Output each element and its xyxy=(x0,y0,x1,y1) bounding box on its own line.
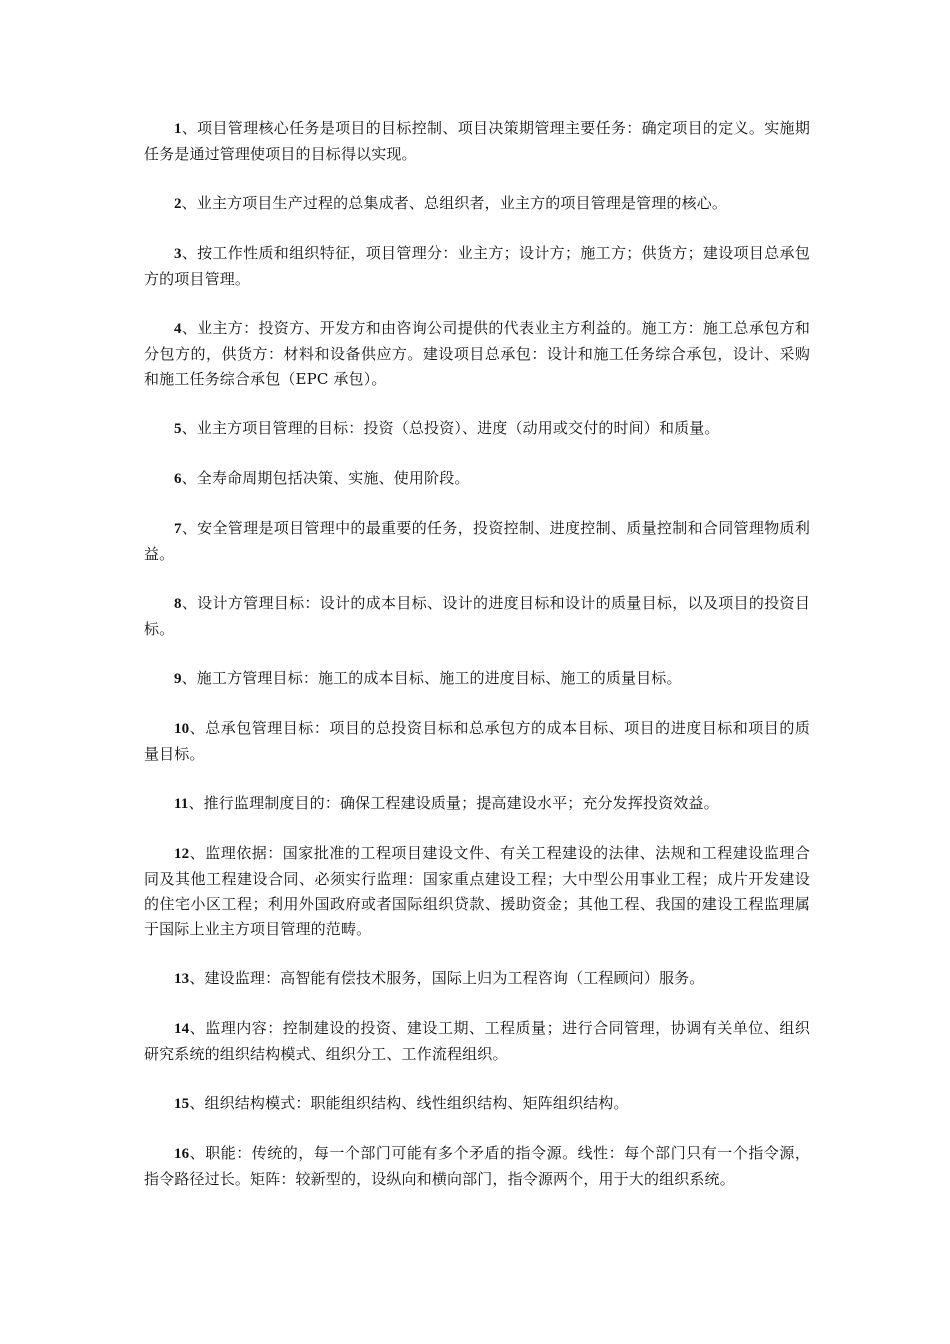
paragraph-text: 、监理内容：控制建设的投资、建设工期、工程质量；进行合同管理，协调有关单位、组织研究系统的组织结构模式、组织分工、工作流程组织。 xyxy=(144,1019,810,1063)
paragraph-2 xyxy=(144,191,810,217)
paragraph-13 xyxy=(144,966,810,992)
item-number: 13 xyxy=(174,971,190,987)
item-number: 16 xyxy=(174,1146,190,1162)
paragraph-text: 、监理依据：国家批准的工程项目建设文件、有关工程建设的法律、法规和工程建设监理合同及其他工程建设合同、必须实行监理：国家重点建设工程；大中型公用事业工程；成片开发建设的住宅小区工程；利用外国政府或者国际组织贷款、援助资金；其他工程、我国的建设工程监理属于国际上业主方项目管理的范畴。 xyxy=(144,844,810,938)
paragraph-4 xyxy=(144,316,810,392)
paragraph-14 xyxy=(144,1016,810,1067)
paragraph-1 xyxy=(144,116,810,167)
paragraph-8 xyxy=(144,591,810,642)
item-number: 9 xyxy=(174,671,182,687)
document-page xyxy=(144,116,810,1216)
paragraph-text: 、全寿命周期包括决策、实施、使用阶段。 xyxy=(181,469,470,487)
paragraph-12 xyxy=(144,841,810,942)
paragraph-16 xyxy=(144,1141,810,1192)
item-number: 8 xyxy=(174,596,182,612)
paragraph-text: 、业主方：投资方、开发方和由咨询公司提供的代表业主方利益的。施工方：施工总承包方和分包方的，供货方：材料和设备供应方。建设项目总承包：设计和施工任务综合承包，设计、采购和施工任务综合承包（EPC 承包）。 xyxy=(144,319,810,388)
item-number: 12 xyxy=(174,846,190,862)
paragraph-text: 、项目管理核心任务是项目的目标控制、项目决策期管理主要任务：确定项目的定义。实施期任务是通过管理使项目的目标得以实现。 xyxy=(144,119,810,163)
paragraph-text: 、按工作性质和组织特征，项目管理分：业主方；设计方；施工方；供货方；建设项目总承包方的项目管理。 xyxy=(144,244,810,288)
paragraph-text: 、职能：传统的，每一个部门可能有多个矛盾的指令源。线性：每个部门只有一个指令源，指令路径过长。矩阵：较新型的，设纵向和横向部门，指令源两个，用于大的组织系统。 xyxy=(144,1144,810,1188)
item-number: 2 xyxy=(174,196,182,212)
item-number: 3 xyxy=(174,246,182,262)
item-number: 7 xyxy=(174,521,182,537)
paragraph-7 xyxy=(144,516,810,567)
item-number: 6 xyxy=(174,471,182,487)
item-number: 10 xyxy=(174,721,190,737)
paragraph-9 xyxy=(144,666,810,692)
item-number: 5 xyxy=(174,421,182,437)
item-number: 4 xyxy=(174,321,182,337)
item-number: 15 xyxy=(174,1096,190,1112)
paragraph-text: 、建设监理：高智能有偿技术服务，国际上归为工程咨询（工程顾问）服务。 xyxy=(189,969,705,987)
paragraph-text: 、推行监理制度目的：确保工程建设质量；提高建设水平；充分发挥投资效益。 xyxy=(188,794,719,812)
paragraph-text: 、组织结构模式：职能组织结构、线性组织结构、矩阵组织结构。 xyxy=(189,1094,629,1112)
paragraph-10 xyxy=(144,716,810,767)
item-number: 1 xyxy=(174,121,182,137)
paragraph-6 xyxy=(144,466,810,492)
paragraph-11 xyxy=(144,791,810,817)
item-number: 14 xyxy=(174,1021,190,1037)
paragraph-text: 、业主方项目管理的目标：投资（总投资）、进度（动用或交付的时间）和质量。 xyxy=(181,419,720,437)
paragraph-15 xyxy=(144,1091,810,1117)
item-number: 11 xyxy=(174,796,189,812)
paragraph-text: 、业主方项目生产过程的总集成者、总组织者，业主方的项目管理是管理的核心。 xyxy=(181,194,728,212)
paragraph-5 xyxy=(144,416,810,442)
paragraph-text: 、总承包管理目标：项目的总投资目标和总承包方的成本目标、项目的进度目标和项目的质量目标。 xyxy=(144,719,810,763)
paragraph-text: 、安全管理是项目管理中的最重要的任务，投资控制、进度控制、质量控制和合同管理物质利益。 xyxy=(144,519,810,563)
paragraph-text: 、设计方管理目标：设计的成本目标、设计的进度目标和设计的质量目标，以及项目的投资目标。 xyxy=(144,594,810,638)
paragraph-3 xyxy=(144,241,810,292)
paragraph-text: 、施工方管理目标：施工的成本目标、施工的进度目标、施工的质量目标。 xyxy=(181,669,682,687)
